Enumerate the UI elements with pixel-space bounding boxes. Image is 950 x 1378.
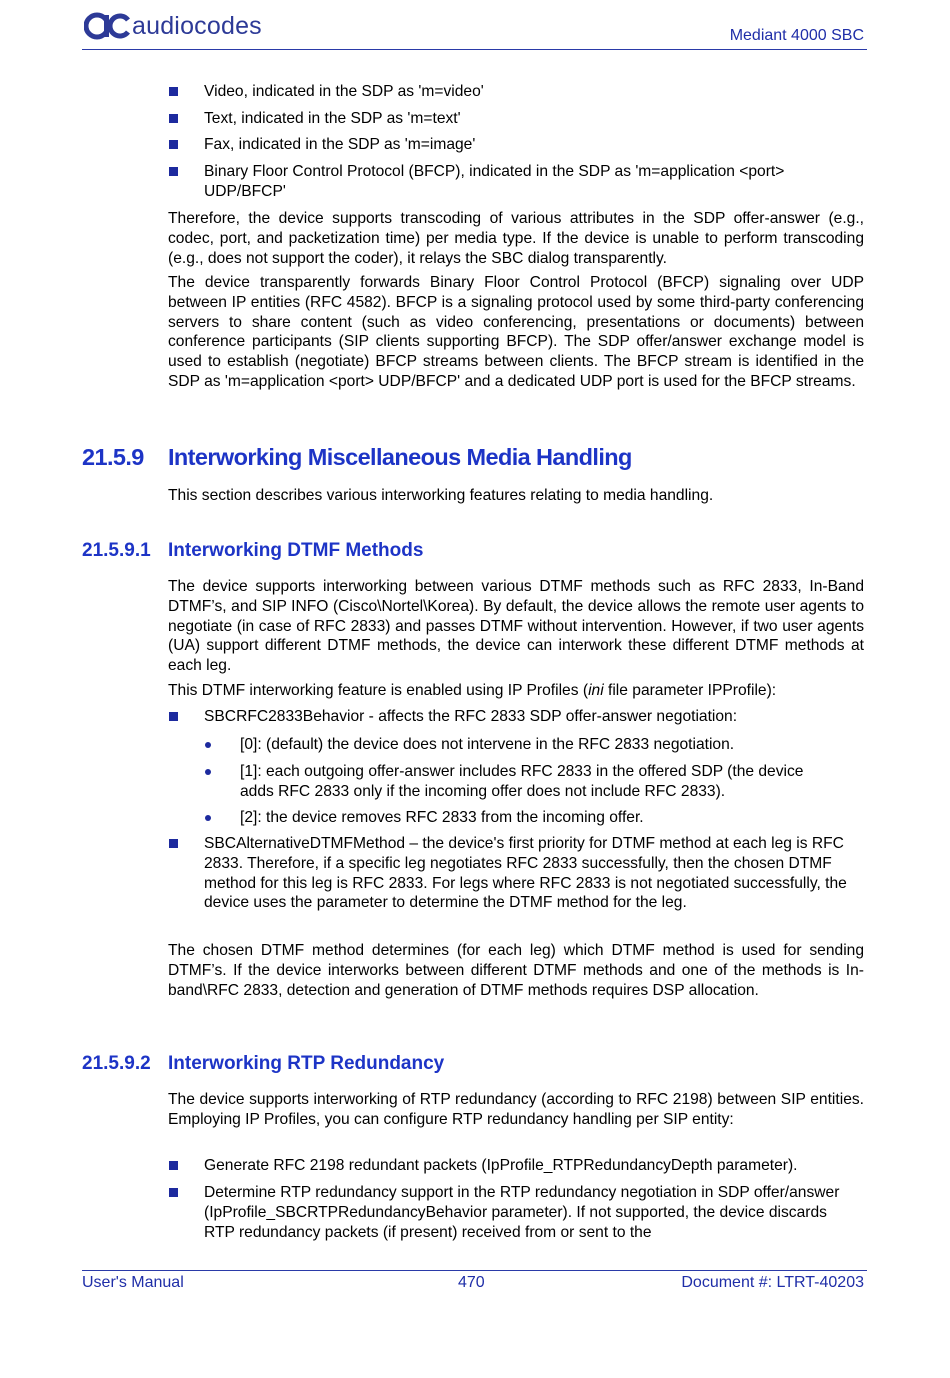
bullet-dot-icon: [205, 742, 211, 748]
bullet-square-icon: [169, 114, 178, 123]
sub-list-item: [1]: each outgoing offer-answer includes RFC 2833 in the offered SDP (the device adds RFC 2833 only if the incoming offer does not include RFC 2833).: [240, 763, 804, 800]
section-title: Interworking RTP Redundancy: [168, 1053, 445, 1074]
section-title: Interworking Miscellaneous Media Handling: [168, 444, 632, 470]
sub-list-item: [0]: (default) the device does not intervene in the RFC 2833 negotiation.: [240, 736, 735, 753]
list-item: Determine RTP redundancy support in the RTP redundancy negotiation in SDP offer/answer (IpProfile_SBCRTPRedundancyBehavior parameter). If not supported, the device discards RTP redundancy packets (if present) received from or sent to the: [204, 1184, 840, 1241]
list-item: SBCRFC2833Behavior - affects the RFC 2833 SDP offer-answer negotiation:: [204, 708, 738, 725]
bullet-square-icon: [169, 1161, 178, 1170]
document-title: Mediant 4000 SBC: [729, 27, 864, 44]
bullet-dot-icon: [205, 769, 211, 775]
section-intro: This section describes various interworking features relating to media handling.: [168, 487, 714, 504]
paragraph-dtmf-methods: The device supports interworking between various DTMF methods such as RFC 2833, In-Band DTMF’s, and SIP INFO (Cisco\Nortel\Korea). By default, the device allows the remote user agents to negotiate (in case of RFC 2833) and passes DTMF without intervention. However, if two user agents (UA) support different DTMF methods, the device can interwork these different DTMF methods at each leg.: [168, 578, 864, 675]
paragraph-dtmf-chosen: The chosen DTMF method determines (for each leg) which DTMF method is used for sending DTMF’s. If the device interworks between different DTMF methods and one of the methods is In-band\RFC 2833, detection and generation of DTMF methods requires DSP allocation.: [168, 942, 864, 999]
paragraph-bfcp: The device transparently forwards Binary Floor Control Protocol (BFCP) signaling over UDP between IP entities (RFC 4582). BFCP is a signaling protocol used by some third-party conferencing servers to share content (such as video conferencing, presentations or documents) between conference participants (SIP clients supporting BFCP). The SDP offer/answer exchange model is used to establish (negotiate) BFCP streams between clients. The BFCP stream is identified in the SDP as 'm=application <port> UDP/BFCP' and a dedicated UDP port is used for the BFCP streams.: [168, 274, 864, 390]
audiocodes-logo: [84, 10, 262, 42]
footer-divider: [82, 1270, 867, 1271]
bullet-square-icon: [169, 167, 178, 176]
list-item: Binary Floor Control Protocol (BFCP), indicated in the SDP as 'm=application <port> UDP/BFCP': [204, 163, 785, 200]
list-item: Fax, indicated in the SDP as 'm=image': [204, 136, 476, 153]
paragraph-dtmf-ip-profiles: This DTMF interworking feature is enabled using IP Profiles (ini file parameter IPProfile):: [168, 682, 777, 699]
bullet-square-icon: [169, 1188, 178, 1197]
bullet-square-icon: [169, 87, 178, 96]
ini-emphasis: ini: [588, 682, 604, 699]
bullet-dot-icon: [205, 815, 211, 821]
list-item: Video, indicated in the SDP as 'm=video': [204, 83, 484, 100]
section-number: 21.5.9.2: [82, 1053, 151, 1074]
section-number: 21.5.9: [82, 444, 144, 470]
bullet-square-icon: [169, 140, 178, 149]
audiocodes-logo-mark-icon: [84, 12, 130, 40]
section-heading-21-5-9-1: [82, 540, 423, 562]
list-item: SBCAlternativeDTMFMethod – the device's first priority for DTMF method at each leg is RFC 2833. Therefore, if a specific leg negotiates RFC 2833 successfully, then the chosen DTMF method for this leg is RFC 2833. For legs where RFC 2833 is not negotiated successfully, the device uses the parameter to determine the DTMF method for the leg.: [204, 835, 847, 912]
bullet-square-icon: [169, 839, 178, 848]
footer-manual-label: User's Manual: [82, 1274, 184, 1291]
header-divider: [82, 49, 867, 50]
section-heading-21-5-9: [82, 444, 632, 471]
logo-wordmark: audiocodes: [132, 11, 262, 40]
paragraph-rtp-redundancy: The device supports interworking of RTP redundancy (according to RFC 2198) between SIP entities. Employing IP Profiles, you can configure RTP redundancy handling per SIP entity:: [168, 1091, 864, 1128]
sub-list-item: [2]: the device removes RFC 2833 from the incoming offer.: [240, 809, 644, 826]
list-item: Generate RFC 2198 redundant packets (IpProfile_RTPRedundancyDepth parameter).: [204, 1157, 798, 1174]
document-number: Document #: LTRT-40203: [681, 1274, 864, 1291]
bullet-square-icon: [169, 712, 178, 721]
list-item: Text, indicated in the SDP as 'm=text': [204, 110, 461, 127]
page-number: 470: [458, 1274, 485, 1291]
paragraph-transcoding: Therefore, the device supports transcoding of various attributes in the SDP offer-answer (e.g., codec, port, and packetization time) per media type. If the device is unable to perform transcoding (e.g., does not support the coder), it relays the SBC dialog transparently.: [168, 210, 864, 267]
section-heading-21-5-9-2: [82, 1053, 444, 1075]
section-title: Interworking DTMF Methods: [168, 540, 424, 561]
section-number: 21.5.9.1: [82, 540, 151, 561]
